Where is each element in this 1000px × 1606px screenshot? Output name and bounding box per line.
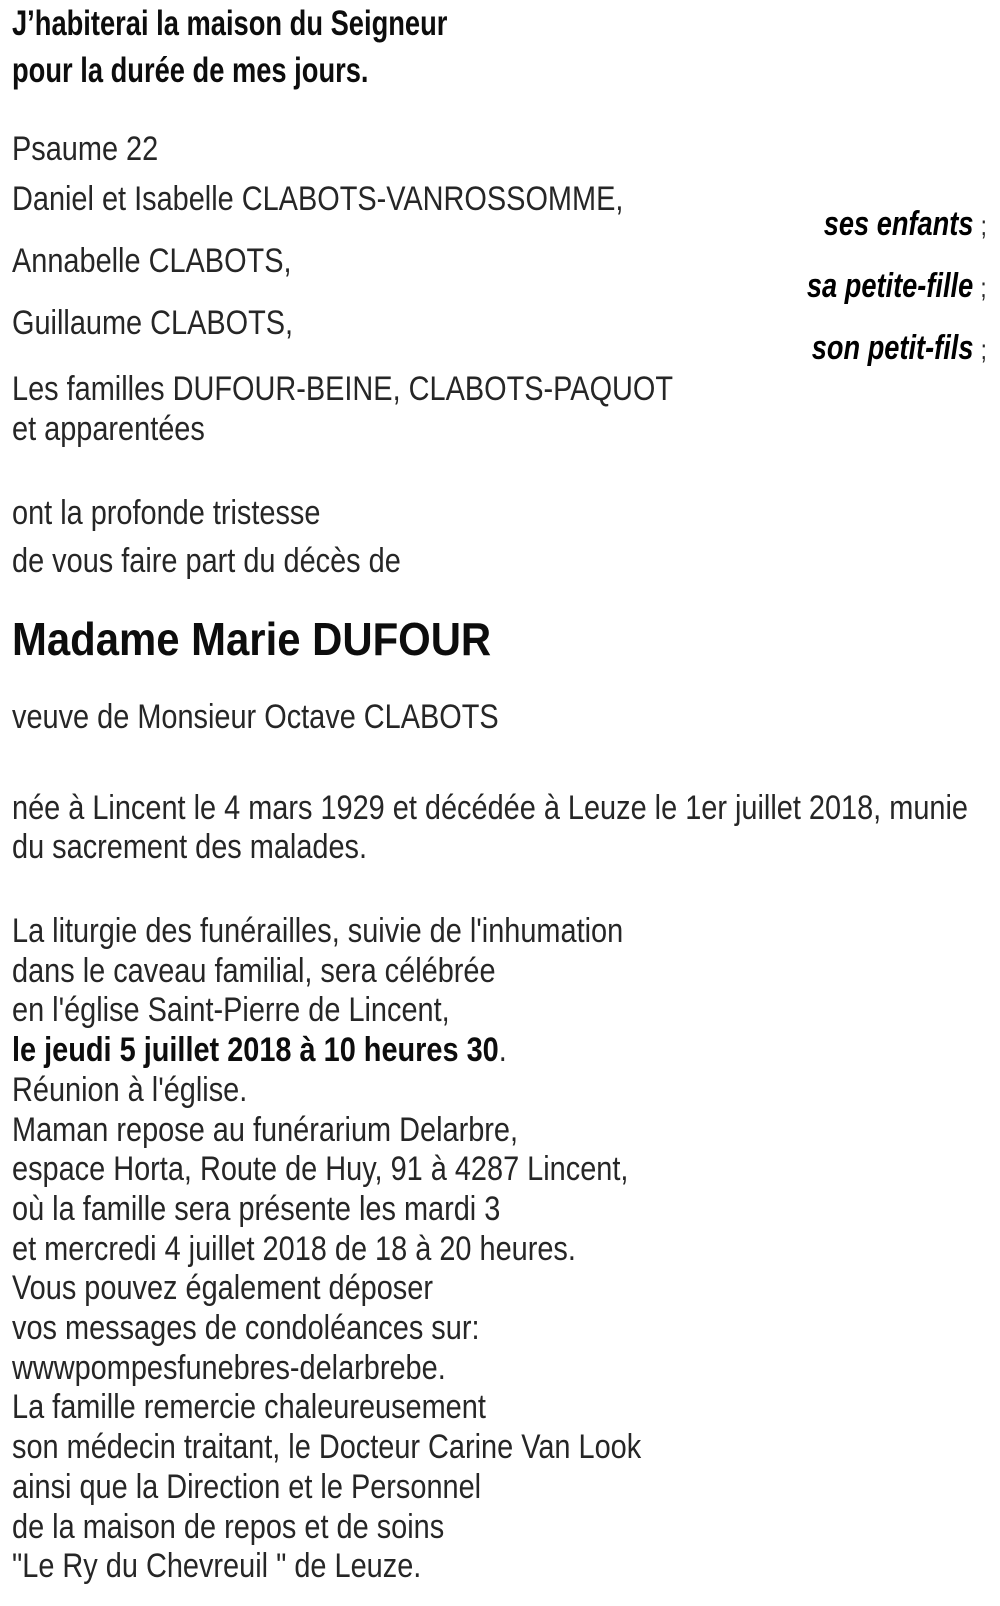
ceremony-line-1: La liturgie des funérailles, suivie de l'inhumation: [12, 912, 624, 950]
thanks-line-4: de la maison de repos et de soins: [12, 1508, 445, 1546]
funerarium-line-1: Maman repose au funérarium Delarbre,: [12, 1111, 519, 1149]
ceremony-date-punct: .: [498, 1031, 507, 1069]
relation-text: ses enfants: [823, 205, 974, 243]
family-names-1: Daniel et Isabelle CLABOTS-VANROSSOMME,: [12, 180, 624, 218]
ceremony-line-5: Réunion à l'église.: [12, 1071, 248, 1109]
birth-death-line-2: du sacrement des malades.: [12, 828, 368, 866]
thanks-line-2: son médecin traitant, le Docteur Carine Van Look: [12, 1428, 642, 1466]
thanks-line-1: La famille remercie chaleureusement: [12, 1388, 486, 1426]
relation-text: son petit-fils: [811, 329, 974, 367]
condolences-line-1: Vous pouvez également déposer: [12, 1269, 433, 1307]
relation-punct: ;: [980, 272, 987, 303]
funerarium-line-3: où la famille sera présente les mardi 3: [12, 1190, 501, 1228]
ceremony-line-2: dans le caveau familial, sera célébrée: [12, 952, 496, 990]
family-names-3: Guillaume CLABOTS,: [12, 304, 294, 342]
relation-punct: ;: [980, 210, 987, 241]
birth-death-line-1: née à Lincent le 4 mars 1929 et décédée à Leuze le 1er juillet 2018, munie: [12, 789, 968, 827]
families-line-1: Les familles DUFOUR-BEINE, CLABOTS-PAQUOT: [12, 370, 674, 408]
families-line-2: et apparentées: [12, 410, 205, 448]
announcement-line-1: ont la profonde tristesse: [12, 494, 321, 532]
relation-punct: ;: [980, 334, 987, 365]
ceremony-date: le jeudi 5 juillet 2018 à 10 heures 30: [12, 1031, 499, 1069]
funerarium-line-2: espace Horta, Route de Huy, 91 à 4287 Lincent,: [12, 1150, 629, 1188]
deceased-name: Madame Marie DUFOUR: [12, 613, 492, 665]
funerarium-line-4: et mercredi 4 juillet 2018 de 18 à 20 heures.: [12, 1230, 576, 1268]
ceremony-line-3: en l'église Saint-Pierre de Lincent,: [12, 991, 450, 1029]
epigraph-source: Psaume 22: [12, 130, 159, 168]
announcement-line-2: de vous faire part du décès de: [12, 542, 401, 580]
relation-text: sa petite-fille: [807, 267, 974, 305]
widow-line: veuve de Monsieur Octave CLABOTS: [12, 698, 499, 736]
thanks-line-5: "Le Ry du Chevreuil " de Leuze.: [12, 1547, 422, 1585]
family-relation-3: [812, 331, 987, 365]
family-names-2: Annabelle CLABOTS,: [12, 242, 292, 280]
thanks-line-3: ainsi que la Direction et le Personnel: [12, 1468, 482, 1506]
ceremony-date-line: [12, 1033, 507, 1067]
condolences-line-2: vos messages de condoléances sur:: [12, 1309, 480, 1347]
condolences-website: wwwpompesfunebres-delarbrebe.: [12, 1349, 446, 1387]
family-relation-2: [807, 269, 987, 303]
family-relation-1: [824, 207, 987, 241]
epigraph-line-2: pour la durée de mes jours.: [12, 51, 369, 90]
epigraph-line-1: J’habiterai la maison du Seigneur: [12, 4, 448, 43]
